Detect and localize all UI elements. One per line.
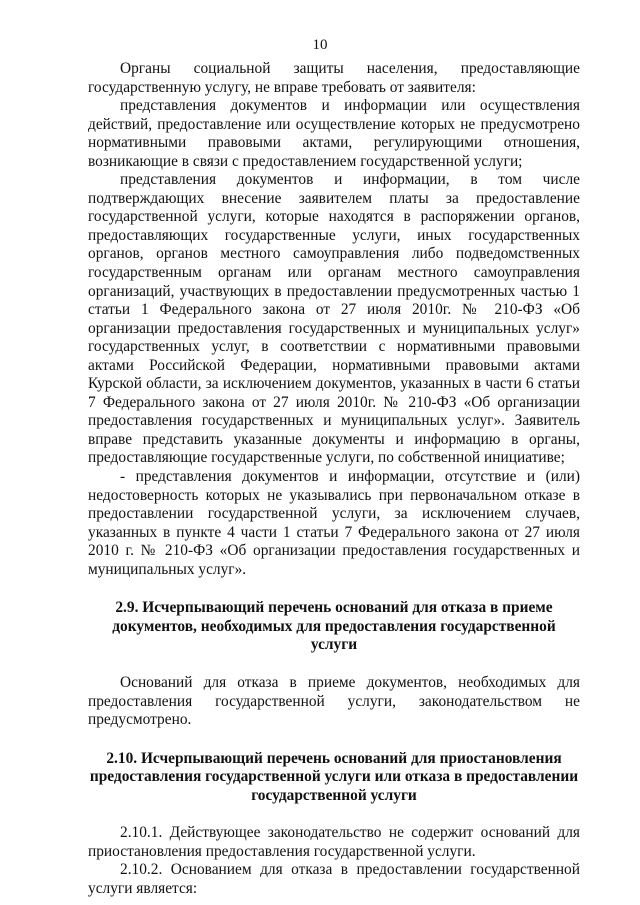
section-2-9-text: Оснований для отказа в приеме документов, необходимых для предоставления государственной услуги, законодательством не предусмотрено. [88,673,580,729]
restriction-item-1: представления документов и информации или осуществления действий, предоставление или осуществление которых не предусмотрено нормативными правовыми актами, регулирующими отношения, возникающие в связи с предоставлением государственной услуги; [88,97,580,170]
paragraph-2-10-2: 2.10.2. Основанием для отказа в предоставлении государственной услуги является: [88,861,580,897]
page-number: 10 [312,37,328,53]
intro-lead-paragraph: Органы социальной защиты населения, предоставляющие государственную услугу, не вправе требовать от заявителя: [88,60,580,96]
paragraph-2-10-1: 2.10.1. Действующее законодательство не содержит оснований для приостановления предоставления государственной услуги. [88,824,580,860]
restriction-item-2: представления документов и информации, в том числе подтверждающих внесение заявителем платы за предоставление государственной услуги, которые находятся в распоряжении органов, предоставляющих государственные услуги, иных государственных органов, органов местного самоуправления либо подведомственных государственным органам или органам местного самоуправления организаций, участвующих в предоставлении предусмотренных частью 1 статьи 1 Федерального закона от 27 июля 2010г. № 210-ФЗ «Об организации предоставления государственных и муниципальных услуг» государственных услуг, в соответствии с нормативными правовыми актами Российской Федерации, нормативными правовыми актами Курской области, за исключением документов, указанных в части 6 статьи 7 Федерального закона от 27 июля 2010г. № 210-ФЗ «Об организации предоставления государственных и муниципальных услуг». Заявитель вправе представить указанные документы и информацию в органы, предоставляющие государственные услуги, по собственной инициативе; [88,171,580,467]
document-body [88,60,580,898]
section-2-9-heading: 2.9. Исчерпывающий перечень оснований для отказа в приеме документов, необходимых для предоставления государственной услуги [112,599,556,654]
section-2-10-heading: 2.10. Исчерпывающий перечень оснований для приостановления предоставления государственной услуги или отказа в предоставлении государственной услуги [89,749,579,804]
restriction-item-3: - представления документов и информации, отсутствие и (или) недостоверность которых не указывались при первоначальном отказе в предоставлении государственной услуги, за исключением случаев, указанных в пункте 4 части 1 статьи 7 Федерального закона от 27 июля 2010 г. № 210-ФЗ «Об организации предоставления государственных и муниципальных услуг». [88,468,580,578]
